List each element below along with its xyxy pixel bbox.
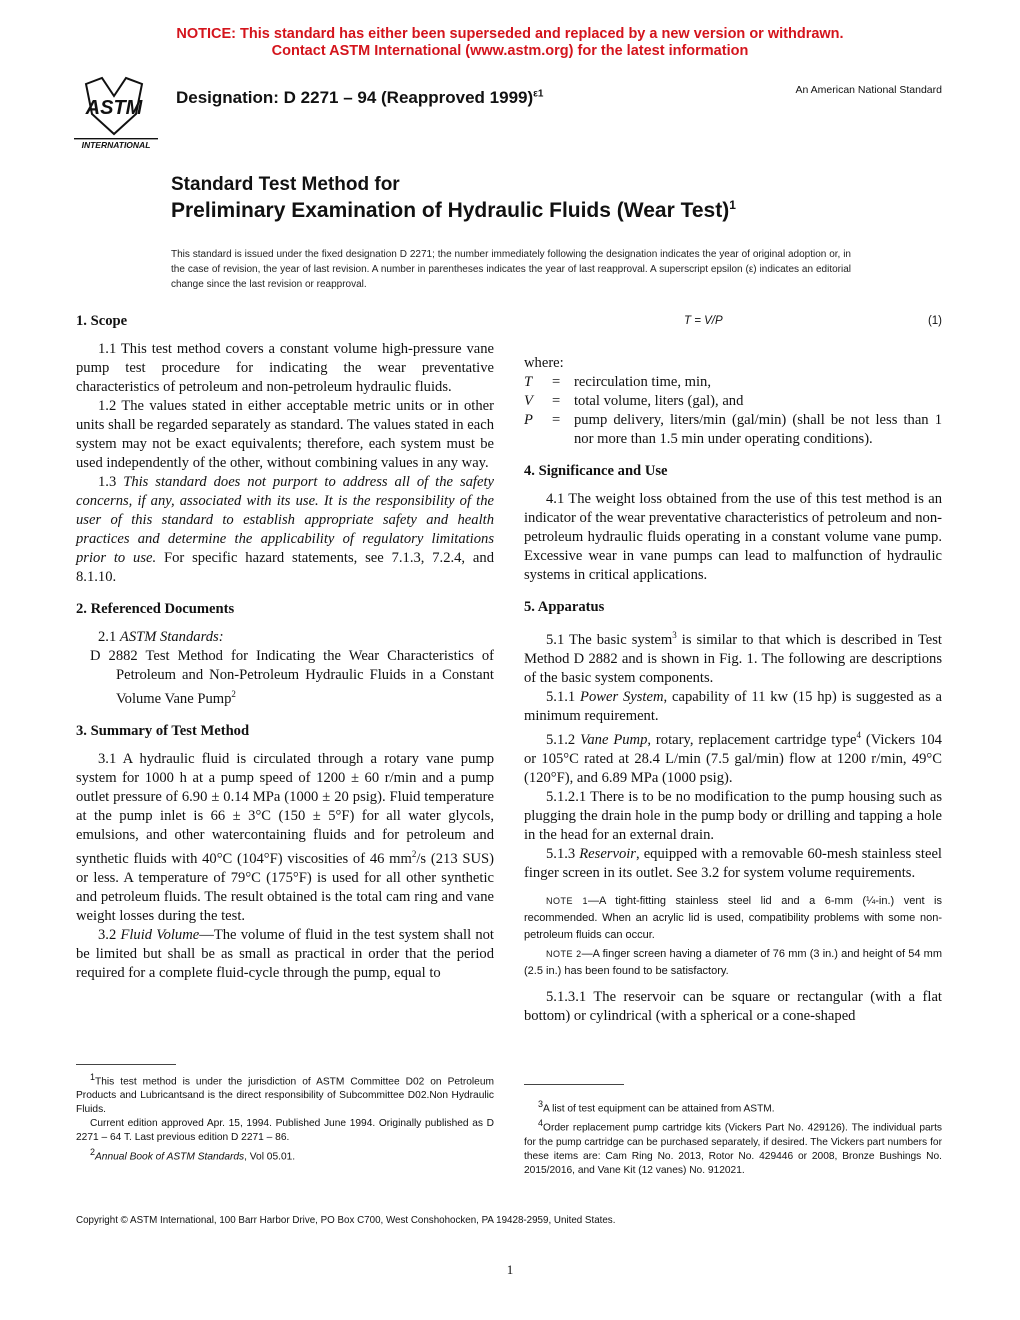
equation-1 — [524, 312, 942, 336]
logo-text: ASTM — [85, 97, 143, 119]
notice-line-1: NOTICE: This standard has either been superseded and replaced by a new version or withdrawn. — [176, 26, 844, 42]
footnote-1: $^1$This test method is under the jurisdiction of ASTM Committee D02 on Petroleum Products and Lubricantsand is the direct responsibility of Subcommittee D02.Non Hydraulic Fluids. — [76, 1072, 494, 1116]
paragraph-1-3: 1.3 This standard does not purport to address all of the safety concerns, if any, associated with its use. It is the responsibility of the user of this standard to establish appropriate safety and health practices and determine the applicability of regulatory limitations prior to use. For specific hazard statements, see 7.1.3, 7.2.4, and 8.1.10. — [76, 474, 494, 585]
paragraph-3-2: 3.2 Fluid Volume—The volume of fluid in the test system shall not be limited but shall be as small as practical in order that the period required for a complete fluid-cycle through the pump, equal to — [76, 926, 494, 981]
paragraph-2-1: 2.1 ASTM Standards: — [98, 629, 224, 645]
designation: Designation: D 2271 – 94 (Reapproved 1999)$^{\varepsilon 1}$ — [176, 88, 544, 107]
note-2: NOTE 2—A finger screen having a diameter of 76 mm (3 in.) and height of 54 mm (2.5 in.) has been found to be satisfactory. — [524, 947, 942, 977]
section-heading-significance: 4. Significance and Use — [524, 463, 668, 479]
title-line-2: Preliminary Examination of Hydraulic Fluids (Wear Test)$^1$ — [171, 198, 736, 222]
footnote-1-edition: Current edition approved Apr. 15, 1994. Published June 1994. Originally published as D 2271 – 64 T. Last previous edition D 2271 – 86. — [76, 1118, 494, 1144]
equation-number: (1) — [927, 315, 942, 327]
paragraph-1-1: 1.1 This test method covers a constant volume high-pressure vane pump test procedure for indicating the wear preventative characteristics of petroleum and non-petroleum hydraulic fluids. — [76, 341, 494, 395]
title-footnote-ref: 1 — [729, 198, 736, 212]
footnotes-left — [76, 1070, 494, 1165]
notice-line-2: Contact ASTM International (www.astm.org) for the latest information — [271, 43, 749, 59]
paragraph-5-1: 5.1 The basic system$^3$ is similar to that which is described in Test Method D 2882 and is shown in Fig. 1. The following are descriptions of the basic system components. — [524, 630, 942, 686]
equation-formula: T = V/P — [684, 315, 723, 327]
title-line-1: Standard Test Method for — [171, 174, 400, 195]
reference-d2882: D 2882 Test Method for Indicating the Wear Characteristics of Petroleum and Non-Petroleum Hydraulic Fluids in a Constant Volume Vane Pump$^2$ — [90, 648, 494, 707]
paragraph-5-1-2-1: 5.1.2.1 There is to be no modification to the pump housing such as plugging the drain hole in the pump body or drilling and tapping a hole in the head for an external drain. — [524, 788, 942, 843]
footnote-3: $^3$A list of test equipment can be attained from ASTM. — [538, 1099, 775, 1115]
footnote-rule-right — [524, 1084, 624, 1085]
astm-logo — [66, 74, 162, 152]
paragraph-3-1: 3.1 A hydraulic fluid is circulated through a rotary vane pump system for 1000 h at a pump speed of 1200 ± 60 r/min and a pump outlet pressure of 6.90 ± 0.14 MPa (1000 ± 20 psig). Fluid temperature at the pump inlet is 66 ± 3°C (150 ± 5°F) for all water glycols, emulsions, and other watercontaining fluids and for petroleum and synthetic fluids with 40°C (104°F) viscosities of 46 $mm^2/s$ (213 SUS) or less. A temperature of 79°C (175°F) is used for all other synthetic and petroleum fluids. The result obtained is the total cam ring and vane weight losses during the test. — [76, 750, 494, 924]
variable-definitions — [524, 373, 942, 449]
page-number: 1 — [506, 1262, 514, 1277]
section-heading-apparatus: 5. Apparatus — [524, 599, 605, 615]
note-1: NOTE 1—A tight-fitting stainless steel lid and a 6-mm (¼-in.) vent is recommended. When an acrylic lid is used, compatibility problems with some non-petroleum fluids can occur. — [524, 894, 942, 941]
issuance-note: This standard is issued under the fixed designation D 2271; the number immediately following the designation indicates the year of original adoption or, in the case of revision, the year of last revision. A number in parentheses indicates the year of last reapproval. A superscript epsilon (ε) indicates an editorial change since the last revision or reapproval. — [171, 249, 851, 290]
section-heading-summary: 3. Summary of Test Method — [76, 722, 250, 739]
american-national-standard-label: An American National Standard — [795, 84, 942, 96]
footnote-rule-left — [76, 1064, 176, 1065]
footnote-4: $^4$Order replacement pump cartridge kits (Vickers Part No. 429126). The individual parts for the pump cartridge can be purchased separately, if desired. The Vickers part numbers for these items are: Cam Ring No. 2013, Rotor No. 429446 or 2008, Bronze Bushings No. 2015/2016, and Vane Kit (12 vanes) No. 912021. — [524, 1118, 942, 1176]
where-label: where: — [524, 355, 564, 371]
designation-epsilon: ε1 — [533, 88, 544, 100]
copyright-line: Copyright © ASTM International, 100 Barr Harbor Drive, PO Box C700, West Conshohocken, PA 19428-2959, United States. — [76, 1215, 616, 1226]
supersession-notice — [0, 26, 1020, 60]
section-heading-scope: 1. Scope — [76, 313, 128, 329]
footnote-2: $^2$Annual Book of ASTM Standards, Vol 05.01. — [90, 1147, 296, 1163]
variable-row: P = pump delivery, liters/min (gal/min) (shall be not less than 1 nor more than 1.5 min under operating conditions). — [524, 412, 942, 447]
logo-subtext: INTERNATIONAL — [81, 140, 151, 150]
paragraph-4-1: 4.1 The weight loss obtained from the use of this test method is an indicator of the wear preventative characteristics of petroleum and non-petroleum hydraulic fluids operating in a constant volume vane pump. Excessive wear in vane pumps can lead to malfunction of hydraulic systems in critical applications. — [524, 491, 942, 583]
left-column — [76, 312, 494, 983]
section-heading-referenced: 2. Referenced Documents — [76, 601, 235, 617]
paragraph-5-1-3: 5.1.3 Reservoir, equipped with a removable 60-mesh stainless steel finger screen in its outlet. See 3.2 for system volume requirements. — [524, 845, 942, 881]
paragraph-5-1-1: 5.1.1 Power System, capability of 11 kw (15 hp) is suggested as a minimum requirement. — [524, 688, 942, 724]
paragraph-1-2: 1.2 The values stated in either acceptable metric units or in other units shall be regarded separately as standard. The values stated in each system may not be exact equivalents; therefore, each system must be used independently of the other, without combining values in any way. — [76, 398, 494, 471]
footnotes-right — [524, 1097, 942, 1178]
paragraph-5-1-2: 5.1.2 Vane Pump, rotary, replacement cartridge type$^4$ (Vickers 104 or 105°C rated at 28.4 L/min (7.5 gal/min) flow at 1200 r/min, 49°C (120°F), and 6.89 MPa (1000 psig). — [524, 729, 942, 786]
paragraph-5-1-3-1: 5.1.3.1 The reservoir can be square or rectangular (with a flat bottom) or cylindrical (with a spherical or a cone-shaped — [524, 988, 942, 1024]
variable-row: T = recirculation time, min, — [524, 374, 711, 390]
right-column — [524, 312, 942, 1026]
variable-row: V = total volume, liters (gal), and — [524, 393, 744, 409]
